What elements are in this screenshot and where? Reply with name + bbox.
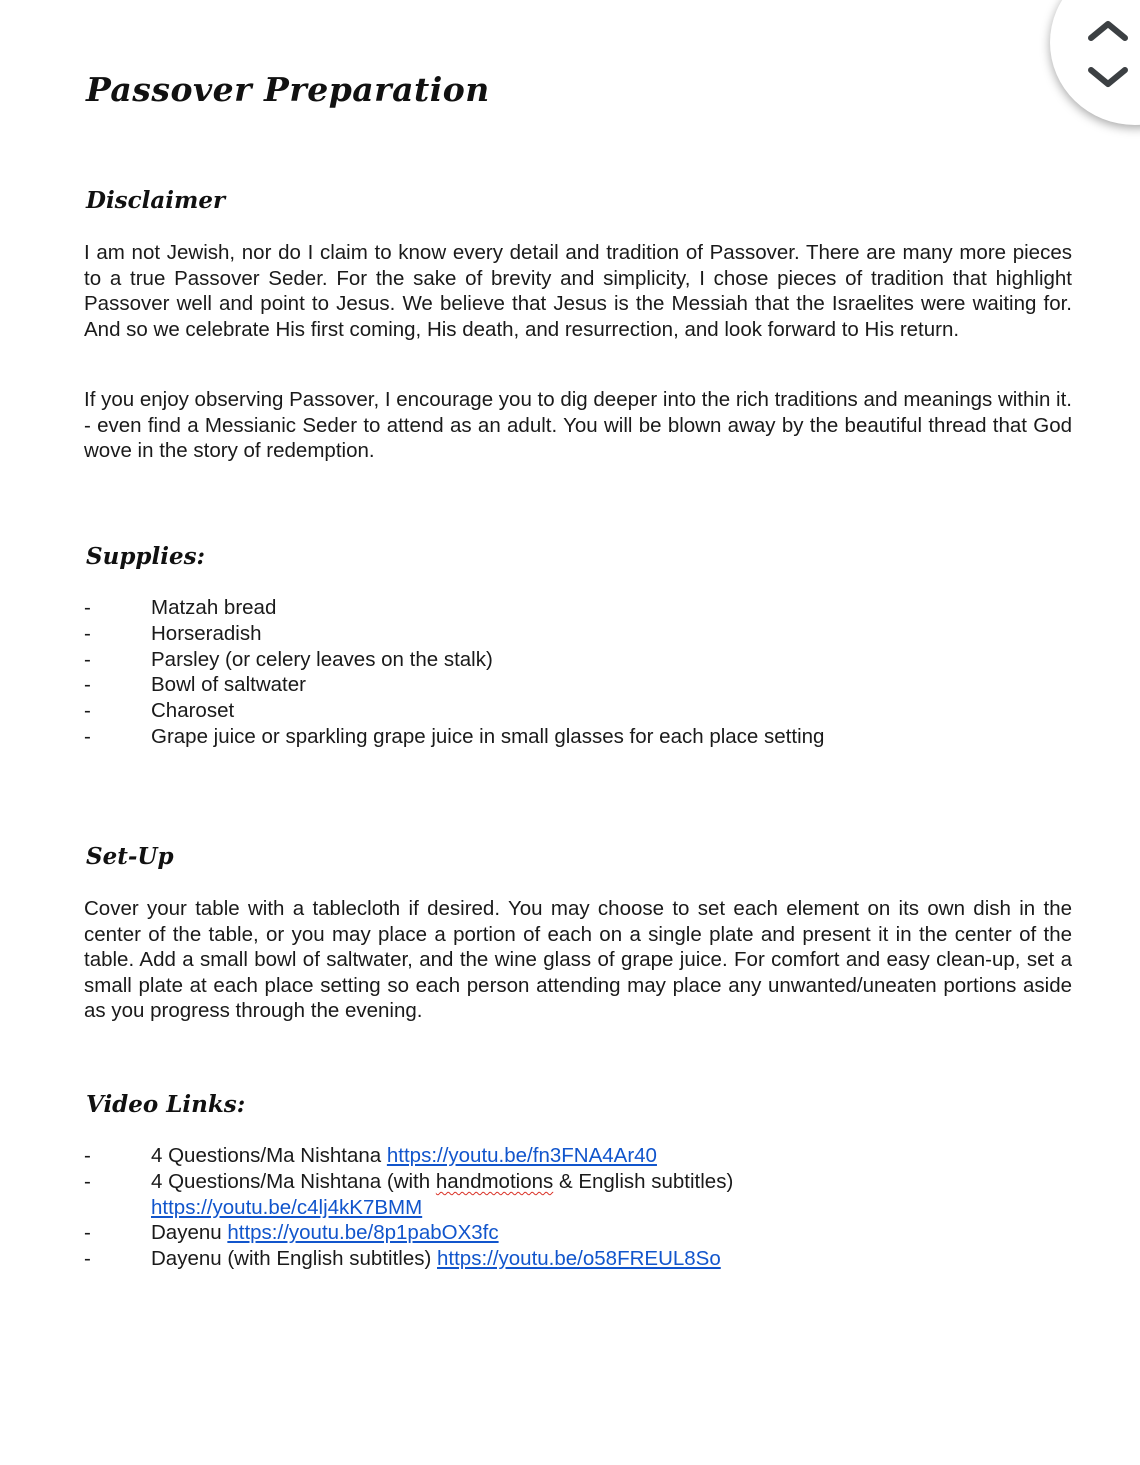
chevron-down-icon [1085, 64, 1131, 90]
list-bullet: - [84, 673, 91, 697]
setup-heading: Set-Up [86, 843, 174, 870]
list-bullet: - [84, 699, 91, 723]
list-bullet: - [84, 621, 91, 645]
supplies-heading: Supplies: [86, 543, 206, 570]
list-bullet: - [84, 1169, 91, 1193]
list-item [84, 621, 824, 647]
disclaimer-paragraph-2: If you enjoy observing Passover, I encourage you to dig deeper into the rich traditions and meanings within it. - even find a Messianic Seder to attend as an adult. You will be blown away by the beautiful thread that God wove in the story of redemption. [84, 388, 1073, 462]
video-link-label-suffix: & English subtitles) [553, 1169, 734, 1193]
supply-item: Parsley (or celery leaves on the stalk) [151, 647, 493, 671]
list-bullet: - [84, 724, 91, 748]
list-item [84, 1220, 871, 1246]
list-item [84, 595, 824, 621]
list-bullet: - [84, 647, 91, 671]
list-item [84, 698, 824, 724]
chevron-up-icon [1085, 18, 1131, 44]
video-link-url[interactable]: https://youtu.be/c4lj4kK7BMM [151, 1195, 423, 1219]
supply-item: Grape juice or sparkling grape juice in small glasses for each place setting [151, 724, 825, 748]
list-bullet: - [84, 1221, 91, 1245]
video-link-url[interactable]: https://youtu.be/o58FREUL8So [437, 1247, 721, 1271]
list-bullet: - [84, 1144, 91, 1167]
list-item [84, 647, 824, 673]
disclaimer-heading: Disclaimer [86, 187, 226, 214]
list-item [84, 1246, 871, 1272]
video-link-label: 4 Questions/Ma Nishtana [151, 1144, 387, 1167]
video-link-label: 4 Questions/Ma Nishtana (with [151, 1169, 436, 1193]
scroll-down-button[interactable] [1085, 64, 1131, 90]
video-links-list [84, 1143, 871, 1272]
list-item [84, 724, 824, 750]
scroll-up-button[interactable] [1085, 18, 1131, 44]
setup-paragraph: Cover your table with a tablecloth if desired. You may choose to set each element on its own dish in the center of the table, or you may place a portion of each on a single plate and present it in the center of the table. Add a small bowl of saltwater, and the wine glass of grape juice. For comfort and easy clean-up, set a small plate at each place setting so each person attending may place any unwanted/uneaten portions aside as you progress through the evening. [84, 897, 1072, 1022]
supply-item: Horseradish [151, 621, 262, 645]
document-title: Passover Preparation [86, 70, 490, 109]
video-link-label: Dayenu [151, 1221, 228, 1245]
list-bullet: - [84, 596, 91, 619]
list-item [84, 1143, 871, 1169]
list-bullet: - [84, 1247, 91, 1271]
supply-item: Matzah bread [151, 596, 277, 619]
list-item [84, 1169, 871, 1221]
video-links-heading: Video Links: [86, 1091, 246, 1118]
video-link-url[interactable]: https://youtu.be/8p1pabOX3fc [227, 1221, 499, 1245]
supply-item: Bowl of saltwater [151, 673, 306, 697]
supplies-list [84, 595, 824, 750]
video-link-url[interactable]: https://youtu.be/fn3FNA4Ar40 [386, 1144, 657, 1167]
disclaimer-paragraph-1: I am not Jewish, nor do I claim to know every detail and tradition of Passover. There are many more pieces to a true Passover Seder. For the sake of brevity and simplicity, I chose pieces of tradition that highlight Passover well and point to Jesus. We believe that Jesus is the Messiah that the Israelites were waiting for. And so we celebrate His first coming, His death, and resurrection, and look forward to His return. [84, 241, 1072, 341]
spellcheck-flagged-word: handmotions [435, 1169, 554, 1193]
supply-item: Charoset [151, 699, 235, 723]
video-link-label: Dayenu (with English subtitles) [151, 1247, 437, 1271]
list-item [84, 672, 824, 698]
